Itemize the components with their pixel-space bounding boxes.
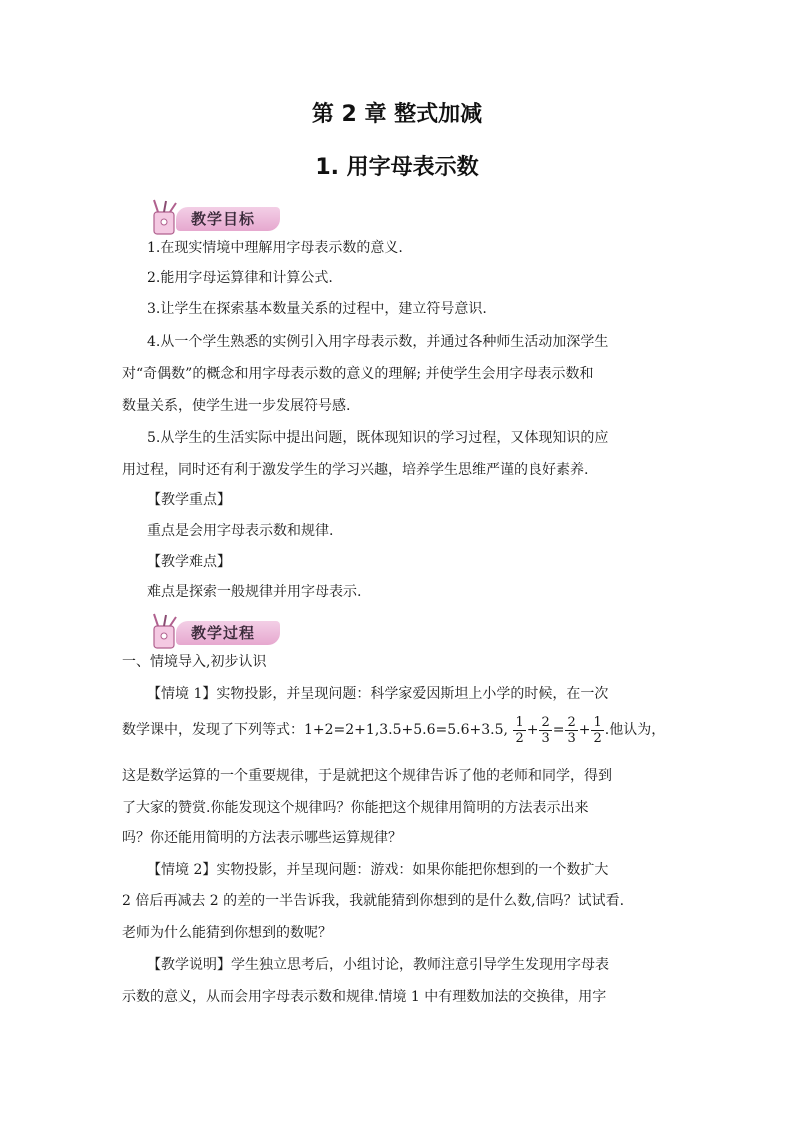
pencil-cup-icon (146, 198, 186, 236)
fraction-1-numerator: 1 (515, 714, 524, 730)
equals-sign: = (552, 722, 565, 738)
goal-item-4-line-2: 对“奇偶数”的概念和用字母表示数的意义的理解; 并使学生会用字母表示数和 (122, 366, 594, 382)
scenario-1-text-1: 实物投影，并呈现问题：科学家爱因斯坦上小学的时候，在一次 (216, 686, 609, 702)
fraction-1-denominator: 2 (515, 730, 524, 746)
fraction-4-numerator: 1 (593, 714, 602, 730)
scenario-2-text-1: 实物投影，并呈现问题：游戏：如果你能把你想到的一个数扩大 (216, 862, 609, 878)
teaching-note-label: 【教学说明】 (147, 957, 231, 973)
fraction-4-denominator: 2 (593, 730, 602, 746)
scenario-2-line-3: 老师为什么能猜到你想到的数呢？ (122, 925, 332, 941)
scenario-1-text-2-end: .他认为， (604, 722, 666, 738)
goals-section-heading (146, 198, 296, 234)
fraction-2-numerator: 2 (541, 714, 550, 730)
fraction-4 (591, 715, 603, 746)
process-section-heading (146, 612, 296, 648)
fraction-3 (565, 715, 577, 746)
goal-item-4-line-3: 数量关系，使学生进一步发展符号感. (122, 398, 351, 414)
goal-item-3: 3.让学生在探索基本数量关系的过程中，建立符号意识. (147, 301, 487, 317)
scenario-1-label: 【情境 1】 (147, 686, 217, 702)
scenario-1-line-5: 吗？你还能用简明的方法表示哪些运算规律？ (122, 830, 402, 846)
fraction-1 (513, 715, 525, 746)
goal-item-1: 1.在现实情境中理解用字母表示数的意义. (147, 240, 403, 256)
teaching-note-line-1 (147, 955, 609, 975)
scenario-1-line-4: 了大家的赞赏.你能发现这个规律吗？你能把这个规律用简明的方法表示出来 (122, 800, 589, 816)
key-points-text: 重点是会用字母表示数和规律. (147, 523, 334, 539)
scenario-1-line-2 (122, 712, 665, 748)
goal-item-5-line-2: 用过程，同时还有利于激发学生的学习兴趣，培养学生思维严谨的良好素养. (122, 462, 589, 478)
fraction-3-denominator: 3 (567, 730, 576, 746)
part-1-title: 一、情境导入,初步认识 (122, 654, 267, 670)
scenario-2-line-2: 2 倍后再减去 2 的差的一半告诉我，我就能猜到你想到的是什么数,信吗？试试看. (122, 893, 625, 909)
lesson-title: 1. 用字母表示数 (315, 155, 479, 180)
fraction-3-numerator: 2 (567, 714, 576, 730)
chapter-title: 第 2 章 整式加减 (311, 102, 483, 127)
difficulties-heading: 【教学难点】 (147, 554, 231, 570)
scenario-2-line-1 (147, 860, 608, 880)
equation-text: 数学课中，发现了下列等式：1+2=2+1,3.5+5.6=5.6+3.5, (122, 722, 508, 738)
fraction-2 (539, 715, 551, 746)
goal-item-4-line-1: 4.从一个学生熟悉的实例引入用字母表示数，并通过各种师生活动加深学生 (147, 334, 609, 350)
teaching-note-text-1: 学生独立思考后，小组讨论，教师注意引导学生发现用字母表 (231, 957, 609, 973)
teaching-note-line-2: 示数的意义，从而会用字母表示数和规律.情境 1 中有理数加法的交换律，用字 (122, 989, 607, 1005)
goals-heading-label: 教学目标 (191, 210, 256, 228)
goal-item-2: 2.能用字母运算律和计算公式. (147, 270, 333, 286)
scenario-1-line-3: 这是数学运算的一个重要规律，于是就把这个规律告诉了他的老师和同学，得到 (122, 768, 612, 784)
fraction-2-denominator: 3 (541, 730, 550, 746)
process-heading-label: 教学过程 (191, 624, 256, 642)
key-points-heading: 【教学重点】 (147, 492, 231, 508)
scenario-2-label: 【情境 2】 (147, 862, 217, 878)
difficulties-text: 难点是探索一般规律并用字母表示. (147, 584, 362, 600)
goal-item-5-line-1: 5.从学生的生活实际中提出问题，既体现知识的学习过程，又体现知识的应 (147, 430, 609, 446)
plus-sign: + (526, 722, 539, 738)
plus-sign: + (578, 722, 591, 738)
scenario-1-line-1 (147, 684, 608, 704)
pencil-cup-icon (146, 612, 186, 650)
